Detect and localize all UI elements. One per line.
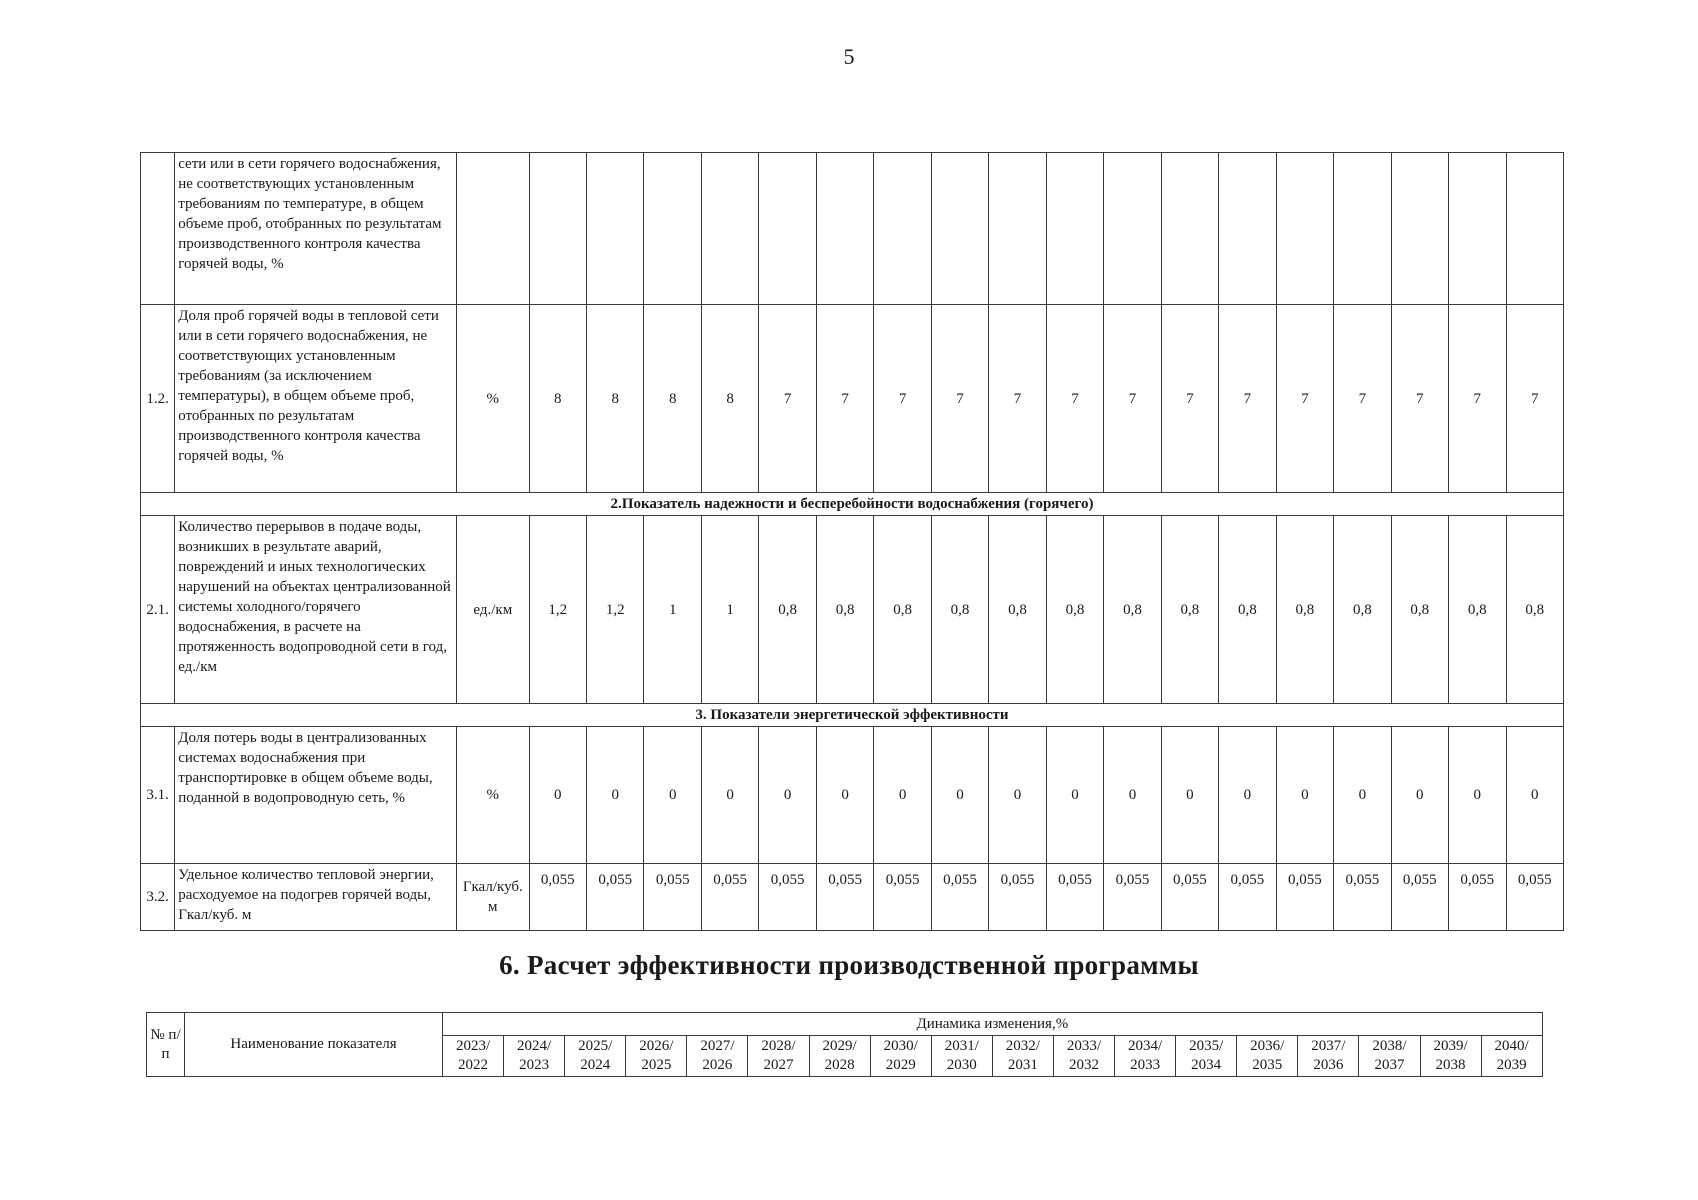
value-cell (644, 153, 701, 305)
value-cell: 0,8 (1506, 516, 1564, 704)
value-cell: 0,8 (1276, 516, 1333, 704)
value-cell: 0 (874, 727, 931, 864)
section-title: 6. Расчет эффективности производственной программы (499, 950, 1199, 980)
value-cell (1219, 153, 1276, 305)
section-heading: 2.Показатель надежности и бесперебойности водоснабжения (горячего) (141, 493, 1564, 516)
col-header-num: № п/п (147, 1013, 185, 1077)
dynamics-header: Динамика изменения,% (443, 1013, 1543, 1036)
value-cell: 7 (874, 305, 931, 493)
value-cell: 0,055 (1506, 864, 1564, 931)
value-cell: 7 (759, 305, 816, 493)
value-cell (1161, 153, 1218, 305)
value-cell: 8 (529, 305, 586, 493)
value-cell (1104, 153, 1161, 305)
value-cell: 0 (1449, 727, 1506, 864)
value-cell: 7 (1161, 305, 1218, 493)
value-cell: 0,055 (701, 864, 758, 931)
table-row (141, 864, 1564, 931)
value-cell: 7 (1449, 305, 1506, 493)
value-cell (701, 153, 758, 305)
year-header: 2025/ 2024 (565, 1036, 626, 1077)
value-cell: 0,8 (931, 516, 988, 704)
value-cell: 0 (1219, 727, 1276, 864)
value-cell: 0,8 (1334, 516, 1391, 704)
value-cell: 0,055 (1219, 864, 1276, 931)
value-cell (587, 153, 644, 305)
value-cell: 0,8 (1219, 516, 1276, 704)
value-cell: 7 (1334, 305, 1391, 493)
unit-cell (457, 153, 529, 305)
value-cell: 0 (1334, 727, 1391, 864)
year-header: 2027/ 2026 (687, 1036, 748, 1077)
value-cell: 0,055 (1334, 864, 1391, 931)
year-header: 2039/ 2038 (1420, 1036, 1481, 1077)
value-cell: 7 (989, 305, 1046, 493)
value-cell: 0,055 (1449, 864, 1506, 931)
value-cell: 7 (1276, 305, 1333, 493)
indicators-table (140, 152, 1564, 931)
value-cell: 0 (587, 727, 644, 864)
year-header: 2032/ 2031 (992, 1036, 1053, 1077)
value-cell: 0,055 (816, 864, 873, 931)
year-header: 2035/ 2034 (1176, 1036, 1237, 1077)
row-number: 3.2. (141, 864, 175, 931)
value-cell: 0,055 (529, 864, 586, 931)
value-cell: 0,8 (759, 516, 816, 704)
value-cell (1449, 153, 1506, 305)
year-header: 2038/ 2037 (1359, 1036, 1420, 1077)
value-cell: 0,8 (1046, 516, 1103, 704)
value-cell: 0 (989, 727, 1046, 864)
value-cell: 1 (644, 516, 701, 704)
value-cell: 7 (1219, 305, 1276, 493)
table-row (141, 153, 1564, 305)
value-cell (931, 153, 988, 305)
value-cell: 0 (1161, 727, 1218, 864)
year-header: 2023/ 2022 (443, 1036, 504, 1077)
value-cell (874, 153, 931, 305)
value-cell: 8 (644, 305, 701, 493)
value-cell: 0,055 (874, 864, 931, 931)
year-header: 2024/ 2023 (504, 1036, 565, 1077)
row-number: 1.2. (141, 305, 175, 493)
unit-cell: % (457, 305, 529, 493)
value-cell (989, 153, 1046, 305)
indicator-name: Доля проб горячей воды в тепловой сети или в сети горячего водоснабжения, не соответствующих установленным требованиям (за исключением температуры), в общем объеме проб, отобранных по результатам производственного контроля качества горячей воды, % (175, 305, 457, 493)
section-row (141, 704, 1564, 727)
year-header: 2028/ 2027 (748, 1036, 809, 1077)
page-number: 5 (843, 44, 855, 69)
value-cell: 0,055 (759, 864, 816, 931)
value-cell: 0,8 (1104, 516, 1161, 704)
value-cell: 0,8 (874, 516, 931, 704)
value-cell (1334, 153, 1391, 305)
value-cell: 0,055 (1391, 864, 1448, 931)
value-cell: 0,8 (1449, 516, 1506, 704)
row-number (141, 153, 175, 305)
year-header: 2026/ 2025 (626, 1036, 687, 1077)
value-cell (1391, 153, 1448, 305)
unit-cell: % (457, 727, 529, 864)
col-header-name: Наименование показателя (185, 1013, 443, 1077)
row-number: 3.1. (141, 727, 175, 864)
year-header: 2030/ 2029 (870, 1036, 931, 1077)
value-cell: 0,055 (989, 864, 1046, 931)
value-cell: 1,2 (529, 516, 586, 704)
section-heading: 3. Показатели энергетической эффективности (141, 704, 1564, 727)
value-cell: 0,055 (1161, 864, 1218, 931)
value-cell: 7 (1506, 305, 1564, 493)
indicator-name: Количество перерывов в подаче воды, возникших в результате аварий, повреждений и иных технологических нарушений на объектах централизованной системы холодного/горячего водоснабжения, в расчете на протяженность водопроводной сети в год, ед./км (175, 516, 457, 704)
indicator-name: Доля потерь воды в централизованных системах водоснабжения при транспортировке в общем объеме воды, поданной в водопроводную сеть, % (175, 727, 457, 864)
value-cell (1046, 153, 1103, 305)
table-row (141, 516, 1564, 704)
value-cell: 0,8 (989, 516, 1046, 704)
year-header: 2033/ 2032 (1053, 1036, 1114, 1077)
value-cell: 0 (529, 727, 586, 864)
year-header: 2031/ 2030 (931, 1036, 992, 1077)
value-cell (1506, 153, 1564, 305)
value-cell: 0 (1506, 727, 1564, 864)
unit-cell: Гкал/куб. м (457, 864, 529, 931)
value-cell: 0 (644, 727, 701, 864)
efficiency-table (146, 1012, 1543, 1077)
value-cell: 8 (701, 305, 758, 493)
value-cell: 0 (701, 727, 758, 864)
value-cell (816, 153, 873, 305)
year-header: 2040/ 2039 (1481, 1036, 1542, 1077)
value-cell: 0 (1104, 727, 1161, 864)
year-header: 2029/ 2028 (809, 1036, 870, 1077)
section-row (141, 493, 1564, 516)
value-cell: 0 (1276, 727, 1333, 864)
value-cell: 8 (587, 305, 644, 493)
year-header: 2034/ 2033 (1115, 1036, 1176, 1077)
value-cell (529, 153, 586, 305)
value-cell: 0 (816, 727, 873, 864)
value-cell: 7 (1046, 305, 1103, 493)
value-cell: 0,055 (1276, 864, 1333, 931)
value-cell: 0,8 (1391, 516, 1448, 704)
value-cell: 0,8 (816, 516, 873, 704)
value-cell: 7 (1391, 305, 1448, 493)
value-cell: 0 (759, 727, 816, 864)
unit-cell: ед./км (457, 516, 529, 704)
value-cell: 0,055 (587, 864, 644, 931)
table-row (141, 305, 1564, 493)
value-cell: 7 (816, 305, 873, 493)
value-cell: 0,055 (931, 864, 988, 931)
value-cell: 7 (1104, 305, 1161, 493)
value-cell: 1,2 (587, 516, 644, 704)
indicator-name: сети или в сети горячего водоснабжения, не соответствующих установленным требованиям по температуре, в общем объеме проб, отобранных по результатам производственного контроля качества горячей воды, % (175, 153, 457, 305)
value-cell: 7 (931, 305, 988, 493)
value-cell: 0 (1046, 727, 1103, 864)
value-cell: 0 (931, 727, 988, 864)
value-cell: 0,055 (1104, 864, 1161, 931)
value-cell (759, 153, 816, 305)
year-header: 2036/ 2035 (1237, 1036, 1298, 1077)
value-cell: 0 (1391, 727, 1448, 864)
value-cell (1276, 153, 1333, 305)
value-cell: 0,055 (644, 864, 701, 931)
value-cell: 0,8 (1161, 516, 1218, 704)
table-row (141, 727, 1564, 864)
indicator-name: Удельное количество тепловой энергии, расходуемое на подогрев горячей воды, Гкал/куб. м (175, 864, 457, 931)
value-cell: 1 (701, 516, 758, 704)
value-cell: 0,055 (1046, 864, 1103, 931)
row-number: 2.1. (141, 516, 175, 704)
year-header: 2037/ 2036 (1298, 1036, 1359, 1077)
